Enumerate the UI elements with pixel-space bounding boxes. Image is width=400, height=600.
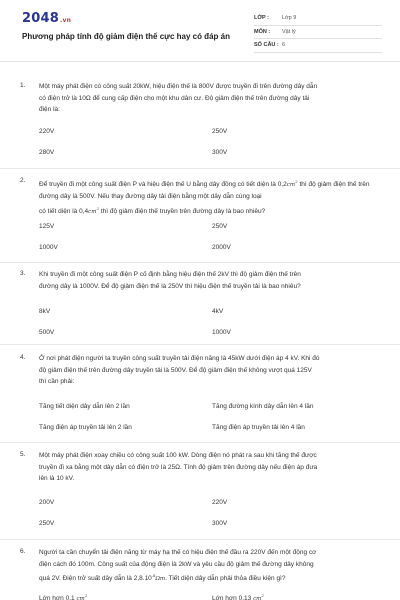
option-b[interactable]: Lớn hơn 0,13 $cm^2$ xyxy=(212,593,264,600)
option-a[interactable]: 200V xyxy=(39,499,55,506)
meta-row-count xyxy=(254,39,382,53)
divider xyxy=(0,168,400,169)
meta-table xyxy=(254,12,382,53)
question-2 xyxy=(0,177,400,259)
option-d[interactable]: Tăng điện áp truyền tải lên 4 lần xyxy=(212,424,305,431)
option-a[interactable]: Tăng tiết diện dây dẫn lên 2 lần xyxy=(39,403,130,410)
option-b[interactable]: 4kV xyxy=(212,308,224,315)
option-c[interactable]: 500V xyxy=(39,329,55,336)
meta-value: Vật lý xyxy=(282,28,296,35)
divider xyxy=(0,442,400,443)
meta-row-class xyxy=(254,12,382,26)
question-text xyxy=(39,353,379,388)
question-5 xyxy=(0,451,400,537)
option-c[interactable]: 250V xyxy=(39,520,55,527)
unit-cm2: $cm^2$ xyxy=(286,179,298,188)
question-line: lên là 10 kV. xyxy=(39,475,75,482)
unit-cm2: $cm^2$ xyxy=(88,205,99,215)
meta-row-subject xyxy=(254,26,382,40)
question-number: 6. xyxy=(20,548,26,555)
meta-label: MÔN : xyxy=(254,28,271,35)
unit-cm2: $cm^2$ xyxy=(76,593,88,600)
option-b[interactable]: 250V xyxy=(212,223,228,230)
option-a[interactable]: 220V xyxy=(39,128,55,135)
question-line: Ở nơi phát điện người ta truyền công suất truyền tải điện năng là 45kW dưới điện áp 4 kV. Khi đó xyxy=(39,355,320,362)
question-text xyxy=(39,81,379,116)
question-text xyxy=(39,269,379,292)
question-line: có điện trở là 10Ω để cung cấp điện cho một khu dân cư. Độ giảm điện thế trên đường dây tải xyxy=(39,94,310,102)
option-d[interactable]: 300V xyxy=(212,149,228,156)
question-line: Khi truyền đi một công suất điện P cố định bằng hiệu điện thế 2kV thì độ giảm điện thế trên xyxy=(39,271,301,278)
divider xyxy=(0,344,400,345)
question-line: Một máy phát điện có công suất 20kW, hiệu điện thế là 800V được truyền đi trên đường dây dẫn xyxy=(39,83,318,90)
question-1 xyxy=(0,82,400,164)
question-line: Để truyền đi một công suất điện P và hiệu điện thế U bằng dây đồng có tiết diện là $0,2cm^2$ thì độ giảm điện thế trên đường dây là 500V. Nếu thay đường dây tải điện bằng một dây dẫn cùng loại xyxy=(39,179,370,201)
question-line: đường dây là 1000V. Để độ giảm điện thế là 250V thì hiệu điện thế truyền tải là bao nhiêu? xyxy=(39,282,301,290)
resistivity-unit: Ωm xyxy=(155,576,166,583)
question-number: 2. xyxy=(20,177,26,184)
question-line: Người ta cần chuyển tải điện năng từ máy hạ thế có hiệu điện thế đầu ra 220V đến một động cơ xyxy=(39,549,317,556)
question-line: điện cách đó 100m. Công suất của động điện là 2kW và yêu cầu độ giảm thế đường dây không xyxy=(39,560,314,568)
meta-value: 6 xyxy=(282,42,286,49)
option-c[interactable]: Tăng điện áp truyền tải lên 2 lần xyxy=(39,424,132,431)
question-4 xyxy=(0,354,400,440)
divider xyxy=(0,539,400,540)
question-number: 5. xyxy=(20,451,26,458)
question-line: Một máy phát điện xoay chiều có công suất 100 kW. Dòng điện nó phát ra sau khi tăng thế được xyxy=(39,452,317,459)
question-line: thì cần phải: xyxy=(39,378,75,385)
option-d[interactable]: 300V xyxy=(212,520,228,527)
option-a[interactable]: 125V xyxy=(39,223,55,230)
question-3 xyxy=(0,270,400,342)
meta-label: LỚP : xyxy=(254,15,269,22)
question-number: 3. xyxy=(20,270,26,277)
meta-value: Lớp 9 xyxy=(282,15,297,22)
option-a[interactable]: 8kV xyxy=(39,308,51,315)
page-title: Phương pháp tính độ giảm điện thế cực hay có đáp án xyxy=(22,32,230,41)
option-d[interactable]: 2000V xyxy=(212,244,231,251)
question-number: 1. xyxy=(20,82,26,89)
option-c[interactable]: 1000V xyxy=(39,244,58,251)
divider xyxy=(0,262,400,263)
question-6 xyxy=(0,548,400,600)
question-line: có tiết diện là $0,4cm^2$ thì độ giảm điện thế truyền trên đường dây là bao nhiêu? xyxy=(39,205,266,215)
question-line: điện là: xyxy=(39,106,60,113)
logo-suffix: .vn xyxy=(59,17,72,24)
question-line: quá 2V. Điện trở suất dây dẫn là $2,8.10^{-8}\Omega m$. Tiết diện dây dẫn phải thỏa điều kiện gì? xyxy=(39,573,286,583)
option-c[interactable]: 280V xyxy=(39,149,55,156)
unit-cm2: $cm^2$ xyxy=(253,593,264,600)
question-line: độ giảm điện thế trên đường dây truyền tải là 500V. Để độ giảm điện thế không vượt quá 125V xyxy=(39,366,312,374)
option-d[interactable]: 1000V xyxy=(212,329,231,336)
question-text xyxy=(39,176,379,218)
option-a[interactable]: Lớn hơn 0,1 $cm^2$ xyxy=(39,593,88,600)
option-b[interactable]: 250V xyxy=(212,128,228,135)
option-b[interactable]: 220V xyxy=(212,499,228,506)
site-logo[interactable] xyxy=(22,11,71,26)
option-b[interactable]: Tăng đường kính dây dẫn lên 4 lần xyxy=(212,403,314,410)
question-line: truyền đi xa bằng một dây dẫn có điện trở là 25Ω. Tính độ giảm trên đường dây nếu điện áp đưa xyxy=(39,463,318,471)
page-header xyxy=(0,0,400,62)
meta-label: SỐ CÂU : xyxy=(254,42,279,49)
resistivity-exponent: -8 xyxy=(151,573,156,578)
logo-main: 2048 xyxy=(22,11,59,26)
question-text xyxy=(39,450,379,485)
question-text xyxy=(39,547,379,586)
question-number: 4. xyxy=(20,354,26,361)
